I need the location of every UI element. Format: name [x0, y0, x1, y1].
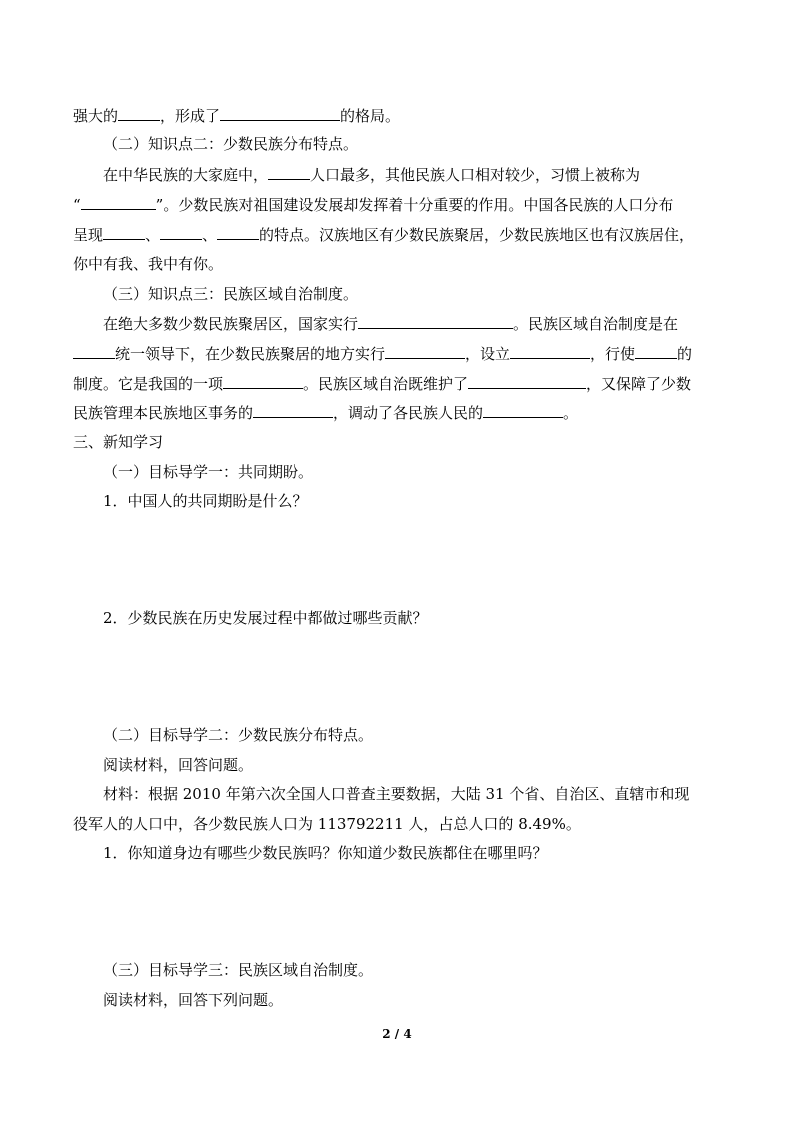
text-line-9: 统一领导下，在少数民族聚居的地方实行 ，设立 ，行使 的 [73, 342, 721, 365]
text-line-4: “ ”。少数民族对祖国建设发展却发挥着十分重要的作用。中国各民族的人口分布 [73, 193, 721, 216]
section-heading: （二）目标导学二：少数民族分布特点。 [103, 726, 374, 744]
fill-blank[interactable] [358, 312, 513, 329]
fill-blank[interactable] [510, 342, 590, 359]
fill-blank[interactable] [385, 342, 465, 359]
fill-blank[interactable] [253, 401, 333, 418]
fill-blank[interactable] [223, 372, 303, 389]
text-line-11: 民族管理本民族地区事务的 ，调动了各民族人民的 。 [73, 401, 721, 424]
section-heading: （三）知识点三：民族区域自治制度。 [103, 285, 359, 303]
material-text: 材料：根据 2010 年第六次全国人口普查主要数据，大陆 31 个省、自治区、直辖市和现 [103, 785, 690, 803]
question-3: 1．你知道身边有哪些少数民族吗？你知道少数民族都住在哪里吗？ [103, 844, 548, 862]
text-line-1: 强大的 ，形成了 的格局。 [73, 104, 721, 127]
instruction: 阅读材料，回答问题。 [103, 756, 254, 774]
fill-blank[interactable] [103, 223, 145, 240]
fill-blank[interactable] [268, 163, 310, 180]
text-line-5: 呈现 、 、 的特点。汉族地区有少数民族聚居，少数民族地区也有汉族居住， [73, 223, 721, 246]
fill-blank[interactable] [81, 193, 156, 210]
section-heading: （三）目标导学三：民族区域自治制度。 [103, 961, 374, 979]
text-line-8: 在绝大多数少数民族聚居区，国家实行 。民族区域自治制度是在 [103, 312, 721, 335]
text-line-10: 制度。它是我国的一项 。民族区域自治既维护了 ，又保障了少数 [73, 372, 721, 395]
section-heading: （二）知识点二：少数民族分布特点。 [103, 135, 359, 153]
part-heading: 三、新知学习 [73, 433, 164, 451]
text-line-6: 你中有我、我中有你。 [73, 255, 224, 273]
question-2: 2．少数民族在历史发展过程中都做过哪些贡献？ [103, 609, 428, 627]
fill-blank[interactable] [483, 401, 563, 418]
fill-blank[interactable] [217, 223, 259, 240]
fill-blank[interactable] [73, 342, 115, 359]
fill-blank[interactable] [118, 104, 160, 121]
fill-blank[interactable] [468, 372, 586, 389]
fill-blank[interactable] [160, 223, 202, 240]
fill-blank[interactable] [635, 342, 677, 359]
fill-blank[interactable] [220, 104, 340, 121]
page-number: 2 / 4 [382, 1027, 412, 1041]
instruction: 阅读材料，回答下列问题。 [103, 991, 284, 1009]
material-text: 役军人的人口中，各少数民族人口为 113792211 人，占总人口的 8.49%。 [73, 815, 581, 833]
text-line-3: 在中华民族的大家庭中， 人口最多，其他民族人口相对较少，习惯上被称为 [103, 163, 721, 186]
section-heading: （一）目标导学一：共同期盼。 [103, 463, 314, 481]
question-1: 1．中国人的共同期盼是什么？ [103, 492, 308, 510]
